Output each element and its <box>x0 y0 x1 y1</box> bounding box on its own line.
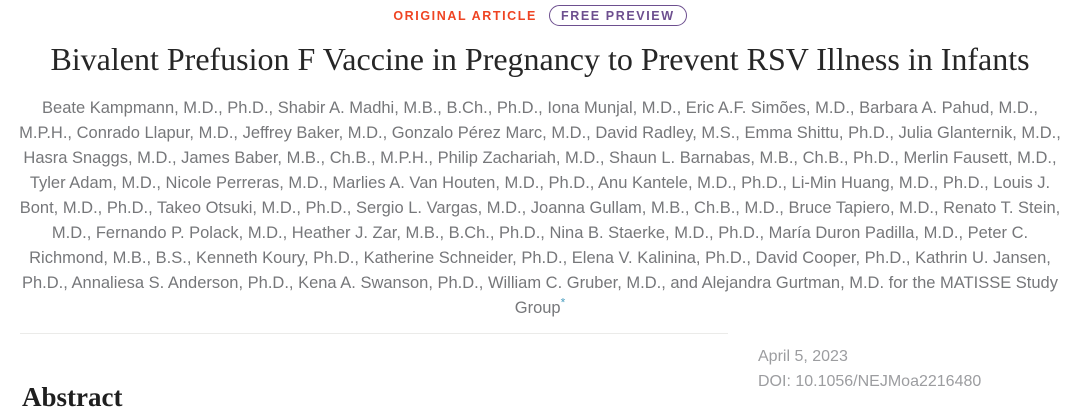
free-preview-badge: FREE PREVIEW <box>549 5 687 26</box>
group-footnote-asterisk[interactable]: * <box>560 295 566 310</box>
publication-date: April 5, 2023 <box>758 348 848 365</box>
article-title: Bivalent Prefusion F Vaccine in Pregnancy to Prevent RSV Illness in Infants <box>50 41 1030 77</box>
section-divider <box>20 333 728 334</box>
publication-meta <box>758 344 981 394</box>
article-type-label: ORIGINAL ARTICLE <box>393 8 537 23</box>
author-list-text: Beate Kampmann, M.D., Ph.D., Shabir A. Madhi, M.B., B.Ch., Ph.D., Iona Munjal, M.D., Eric A.F. Simões, M.D., Barbara A. Pahud, M.D., M.P.H., Conrado Llapur, M.D., Jeffrey Baker, M.D., Gonzalo Pérez Marc, M.D., David Radley, M.S., Emma Shittu, Ph.D., Julia Glanternik, M.D., Hasra Snaggs, M.D., James Baber, M.B., Ch.B., M.P.H., Philip Zachariah, M.D., Shaun L. Barnabas, M.B., Ch.B., Ph.D., Merlin Fausett, M.D., Tyler Adam, M.D., Nicole Perreras, M.D., Marlies A. Van Houten, M.D., Ph.D., Anu Kantele, M.D., Ph.D., Li-Min Huang, M.D., Ph.D., Louis J. Bont, M.D., Ph.D., Takeo Otsuki, M.D., Ph.D., Sergio L. Vargas, M.D., Joanna Gullam, M.B., Ch.B., M.D., Bruce Tapiero, M.D., Renato T. Stein, M.D., Fernando P. Polack, M.D., Heather J. Zar, M.B., B.Ch., Ph.D., Nina B. Staerke, M.D., Ph.D., María Duron Padilla, M.D., Peter C. Richmond, M.B., B.S., Kenneth Koury, Ph.D., Katherine Schneider, Ph.D., Elena V. Kalinina, Ph.D., David Cooper, Ph.D., Kathrin U. Jansen, Ph.D., Annaliesa S. Anderson, Ph.D., Kena A. Swanson, Ph.D., William C. Gruber, M.D., and Alejandra Gurtman, M.D. for the MATISSE Study Group <box>19 99 1061 317</box>
kicker-row <box>0 5 1080 26</box>
abstract-heading: Abstract <box>22 382 123 412</box>
author-list <box>16 96 1064 321</box>
doi-text: DOI: 10.1056/NEJMoa2216480 <box>758 373 982 390</box>
